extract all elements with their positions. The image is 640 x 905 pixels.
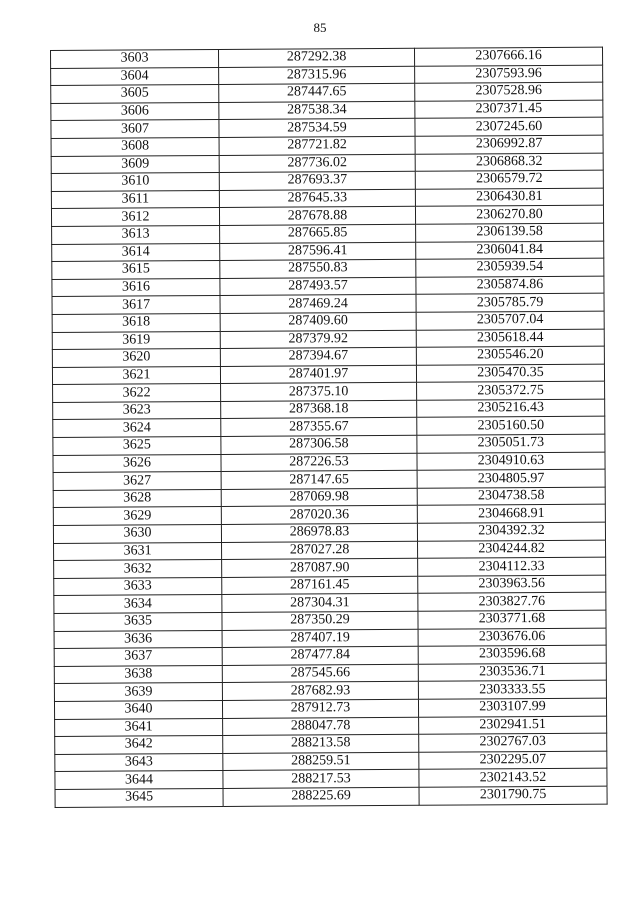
coordinates-table (50, 47, 608, 808)
y-coordinate-cell: 2304668.91 (417, 505, 605, 524)
y-coordinate-cell: 2305874.86 (416, 276, 604, 295)
y-coordinate-cell: 2303596.68 (418, 645, 606, 664)
y-coordinate-cell: 2307528.96 (415, 82, 603, 101)
point-number-cell: 3635 (54, 612, 222, 631)
x-coordinate-cell: 287394.67 (220, 347, 416, 366)
point-number-cell: 3626 (53, 454, 221, 473)
x-coordinate-cell: 287534.59 (219, 119, 415, 138)
x-coordinate-cell: 287545.66 (222, 664, 418, 683)
y-coordinate-cell: 2306139.58 (416, 223, 604, 242)
point-number-cell: 3611 (51, 190, 219, 209)
x-coordinate-cell: 287596.41 (220, 242, 416, 261)
x-coordinate-cell: 286978.83 (221, 523, 417, 542)
x-coordinate-cell: 287350.29 (222, 611, 418, 630)
point-number-cell: 3614 (52, 243, 220, 262)
coordinates-table-container (50, 50, 602, 808)
point-number-cell: 3641 (55, 718, 223, 737)
y-coordinate-cell: 2307593.96 (415, 65, 603, 84)
y-coordinate-cell: 2305707.04 (416, 311, 604, 330)
y-coordinate-cell: 2307245.60 (415, 117, 603, 136)
y-coordinate-cell: 2302143.52 (419, 768, 607, 787)
x-coordinate-cell: 287550.83 (220, 259, 416, 278)
y-coordinate-cell: 2306041.84 (416, 241, 604, 260)
y-coordinate-cell: 2303333.55 (418, 680, 606, 699)
x-coordinate-cell: 287292.38 (218, 48, 414, 67)
x-coordinate-cell: 287912.73 (222, 699, 418, 718)
y-coordinate-cell: 2305372.75 (417, 381, 605, 400)
y-coordinate-cell: 2304738.58 (417, 487, 605, 506)
x-coordinate-cell: 287538.34 (219, 101, 415, 120)
x-coordinate-cell: 287645.33 (219, 189, 415, 208)
x-coordinate-cell: 287226.53 (221, 453, 417, 472)
point-number-cell: 3621 (52, 366, 220, 385)
y-coordinate-cell: 2305785.79 (416, 293, 604, 312)
y-coordinate-cell: 2304805.97 (417, 469, 605, 488)
x-coordinate-cell: 287401.97 (220, 365, 416, 384)
x-coordinate-cell: 287027.28 (222, 541, 418, 560)
y-coordinate-cell: 2305618.44 (416, 329, 604, 348)
x-coordinate-cell: 287020.36 (221, 506, 417, 525)
x-coordinate-cell: 288213.58 (223, 734, 419, 753)
point-number-cell: 3645 (55, 788, 223, 807)
x-coordinate-cell: 288047.78 (223, 717, 419, 736)
point-number-cell: 3622 (53, 384, 221, 403)
x-coordinate-cell: 287736.02 (219, 154, 415, 173)
x-coordinate-cell: 287469.24 (220, 295, 416, 314)
point-number-cell: 3613 (52, 225, 220, 244)
point-number-cell: 3605 (51, 85, 219, 104)
point-number-cell: 3624 (53, 419, 221, 438)
x-coordinate-cell: 287678.88 (219, 207, 415, 226)
point-number-cell: 3628 (53, 489, 221, 508)
y-coordinate-cell: 2303536.71 (418, 663, 606, 682)
x-coordinate-cell: 287409.60 (220, 312, 416, 331)
table-row (55, 786, 607, 807)
x-coordinate-cell: 287161.45 (222, 576, 418, 595)
y-coordinate-cell: 2306579.72 (415, 170, 603, 189)
y-coordinate-cell: 2305939.54 (416, 258, 604, 277)
point-number-cell: 3632 (54, 560, 222, 579)
table-body (51, 47, 608, 807)
x-coordinate-cell: 287665.85 (220, 224, 416, 243)
point-number-cell: 3644 (55, 771, 223, 790)
point-number-cell: 3616 (52, 278, 220, 297)
point-number-cell: 3610 (51, 173, 219, 192)
y-coordinate-cell: 2302295.07 (419, 751, 607, 770)
point-number-cell: 3633 (54, 577, 222, 596)
x-coordinate-cell: 287477.84 (222, 646, 418, 665)
y-coordinate-cell: 2304244.82 (418, 540, 606, 559)
y-coordinate-cell: 2305470.35 (416, 364, 604, 383)
point-number-cell: 3606 (51, 102, 219, 121)
y-coordinate-cell: 2302941.51 (419, 716, 607, 735)
y-coordinate-cell: 2301790.75 (419, 786, 607, 805)
y-coordinate-cell: 2305546.20 (416, 346, 604, 365)
y-coordinate-cell: 2307666.16 (414, 47, 602, 66)
y-coordinate-cell: 2306430.81 (415, 188, 603, 207)
y-coordinate-cell: 2303676.06 (418, 628, 606, 647)
point-number-cell: 3636 (54, 630, 222, 649)
point-number-cell: 3640 (54, 700, 222, 719)
x-coordinate-cell: 287087.90 (222, 558, 418, 577)
x-coordinate-cell: 287315.96 (219, 66, 415, 85)
point-number-cell: 3639 (54, 683, 222, 702)
point-number-cell: 3620 (52, 349, 220, 368)
x-coordinate-cell: 287147.65 (221, 471, 417, 490)
point-number-cell: 3643 (55, 753, 223, 772)
point-number-cell: 3608 (51, 137, 219, 156)
point-number-cell: 3629 (53, 507, 221, 526)
y-coordinate-cell: 2306868.32 (415, 153, 603, 172)
point-number-cell: 3603 (51, 49, 219, 68)
y-coordinate-cell: 2304112.33 (418, 557, 606, 576)
y-coordinate-cell: 2306992.87 (415, 135, 603, 154)
x-coordinate-cell: 288225.69 (223, 787, 419, 806)
point-number-cell: 3612 (51, 208, 219, 227)
y-coordinate-cell: 2302767.03 (419, 733, 607, 752)
point-number-cell: 3607 (51, 120, 219, 139)
y-coordinate-cell: 2305051.73 (417, 434, 605, 453)
x-coordinate-cell: 288259.51 (223, 752, 419, 771)
y-coordinate-cell: 2304910.63 (417, 452, 605, 471)
y-coordinate-cell: 2303107.99 (418, 698, 606, 717)
y-coordinate-cell: 2305160.50 (417, 417, 605, 436)
x-coordinate-cell: 287304.31 (222, 594, 418, 613)
point-number-cell: 3617 (52, 296, 220, 315)
y-coordinate-cell: 2307371.45 (415, 100, 603, 119)
page-number: 85 (313, 20, 327, 35)
y-coordinate-cell: 2305216.43 (417, 399, 605, 418)
x-coordinate-cell: 287379.92 (220, 330, 416, 349)
point-number-cell: 3634 (54, 595, 222, 614)
x-coordinate-cell: 287368.18 (221, 400, 417, 419)
point-number-cell: 3630 (53, 524, 221, 543)
point-number-cell: 3631 (54, 542, 222, 561)
point-number-cell: 3604 (51, 67, 219, 86)
x-coordinate-cell: 287447.65 (219, 83, 415, 102)
y-coordinate-cell: 2304392.32 (417, 522, 605, 541)
point-number-cell: 3642 (55, 736, 223, 755)
y-coordinate-cell: 2303963.56 (418, 575, 606, 594)
point-number-cell: 3619 (52, 331, 220, 350)
x-coordinate-cell: 287693.37 (219, 171, 415, 190)
point-number-cell: 3627 (53, 472, 221, 491)
point-number-cell: 3638 (54, 665, 222, 684)
x-coordinate-cell: 287721.82 (219, 136, 415, 155)
x-coordinate-cell: 287375.10 (221, 383, 417, 402)
x-coordinate-cell: 287493.57 (220, 277, 416, 296)
x-coordinate-cell: 288217.53 (223, 770, 419, 789)
point-number-cell: 3625 (53, 437, 221, 456)
x-coordinate-cell: 287069.98 (221, 488, 417, 507)
x-coordinate-cell: 287407.19 (222, 629, 418, 648)
x-coordinate-cell: 287306.58 (221, 435, 417, 454)
point-number-cell: 3609 (51, 155, 219, 174)
point-number-cell: 3623 (53, 401, 221, 420)
y-coordinate-cell: 2303827.76 (418, 593, 606, 612)
x-coordinate-cell: 287355.67 (221, 418, 417, 437)
x-coordinate-cell: 287682.93 (222, 682, 418, 701)
y-coordinate-cell: 2306270.80 (415, 205, 603, 224)
y-coordinate-cell: 2303771.68 (418, 610, 606, 629)
point-number-cell: 3618 (52, 313, 220, 332)
point-number-cell: 3615 (52, 261, 220, 280)
point-number-cell: 3637 (54, 648, 222, 667)
